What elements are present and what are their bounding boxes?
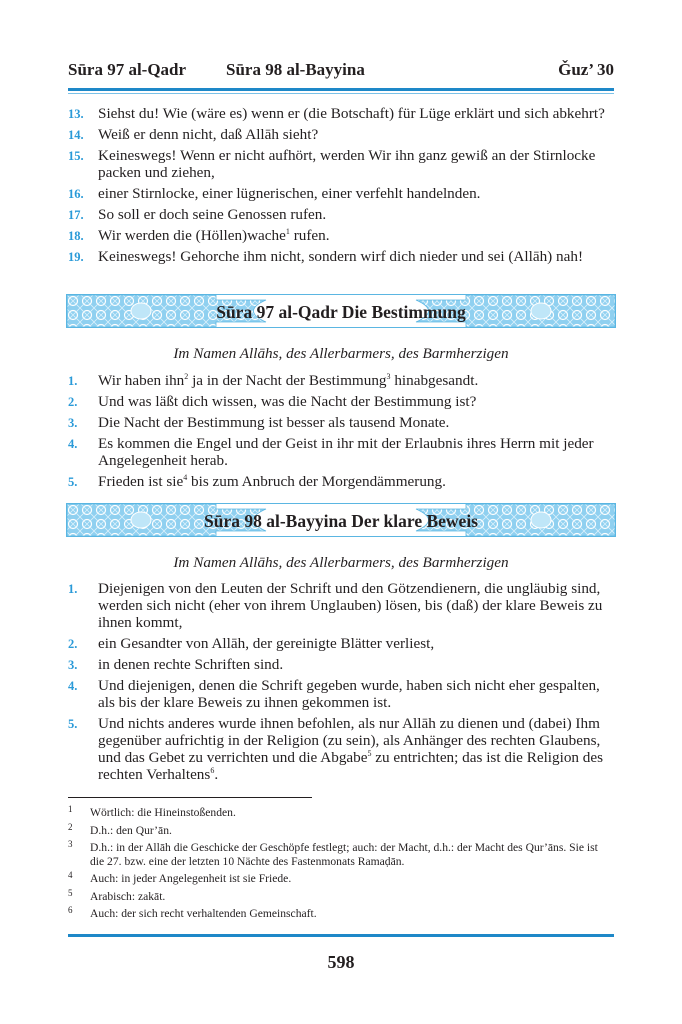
verse-text: Weiß er denn nicht, daß Allāh sieht? bbox=[98, 126, 319, 143]
footnote-number: 6 bbox=[68, 905, 73, 915]
footnotes bbox=[68, 806, 614, 925]
verse bbox=[68, 372, 614, 389]
verse-text: Es kommen die Engel und der Geist in ihr mit der Erlaubnis ihres Herrn mit jeder Angelegenheit herab. bbox=[98, 435, 594, 469]
footnote-text: D.h.: in der Allāh die Geschicke der Geschöpfe festlegt; auch: der Macht, d.h.: der Macht des Qur’āns. Sie ist die 27. bzw. eine der letzten 10 Nächte des Fastenmonats Ramaḍān. bbox=[90, 841, 598, 868]
verse bbox=[68, 677, 614, 711]
verse-number: 2. bbox=[68, 637, 78, 651]
verse-number: 5. bbox=[68, 717, 78, 731]
footnote-text: Auch: der sich recht verhaltenden Gemeinschaft. bbox=[90, 907, 317, 920]
verse bbox=[68, 248, 614, 265]
verse-number: 18. bbox=[68, 229, 84, 243]
verse-number: 4. bbox=[68, 679, 78, 693]
verse-text: zu entrichten; das ist die Religion des rechten Verhaltens bbox=[98, 749, 604, 783]
verse-number: 1. bbox=[68, 582, 78, 596]
verse-number: 3. bbox=[68, 416, 78, 430]
footnote-ref[interactable]: 1 bbox=[285, 227, 290, 236]
footnote-ref[interactable]: 5 bbox=[367, 749, 372, 758]
footnote bbox=[68, 806, 614, 820]
basmala: Im Namen Allāhs, des Allerbarmers, des Barmherzigen bbox=[173, 554, 509, 571]
footnote-number: 1 bbox=[68, 804, 73, 814]
verse-text: in denen rechte Schriften sind. bbox=[98, 656, 284, 673]
footer-rule bbox=[68, 934, 614, 937]
verse bbox=[68, 206, 614, 223]
footnote-text: Auch: in jeder Angelegenheit ist sie Friede. bbox=[90, 872, 292, 885]
verse bbox=[68, 393, 614, 410]
verses-sura-98 bbox=[68, 580, 614, 787]
verse-number: 15. bbox=[68, 149, 84, 163]
verse bbox=[68, 185, 614, 202]
footnote bbox=[68, 887, 614, 904]
verse-text: Und nichts anderes wurde ihnen befohlen, als nur Allāh zu dienen und (dabei) Ihm gegenüber aufrichtig in der Religion (zu sein), als Anhänger des rechten Glaubens, und das Gebet zu verrichten und die Abgabe bbox=[98, 715, 601, 766]
verses-previous-sura bbox=[68, 105, 614, 269]
verse-number: 13. bbox=[68, 107, 84, 121]
verse-number: 2. bbox=[68, 395, 78, 409]
header-rule-thin bbox=[68, 93, 614, 94]
verse-text: Keineswegs! Wenn er nicht aufhört, werden Wir ihn ganz gewiß an der Stirnlocke packen und ziehen, bbox=[98, 147, 596, 181]
footnote-number: 3 bbox=[68, 839, 73, 849]
verse-number: 14. bbox=[68, 128, 84, 142]
header-sura-97: Sūra 97 al-Qadr bbox=[68, 60, 187, 79]
footnote bbox=[68, 821, 614, 838]
sura-98-banner bbox=[66, 503, 616, 537]
verse-text: . bbox=[214, 766, 219, 783]
verse bbox=[68, 105, 614, 122]
verse-text: Diejenigen von den Leuten der Schrift und den Götzendienern, die ungläubig sind, werden sich nicht (eher von ihrem Unglauben) lösen, bis (daß) der klare Beweis zu ihnen kommt, bbox=[98, 580, 603, 631]
header-sura-98: Sūra 98 al-Bayyina bbox=[226, 60, 365, 79]
verse-text: Frieden ist sie bbox=[98, 473, 184, 490]
verse-text: ja in der Nacht der Bestimmung bbox=[188, 372, 387, 389]
header-juz: Ǧuz’ 30 bbox=[558, 60, 614, 79]
basmala: Im Namen Allāhs, des Allerbarmers, des Barmherzigen bbox=[173, 345, 509, 362]
footnote-text: Arabisch: zakāt. bbox=[90, 889, 166, 903]
verse bbox=[68, 635, 614, 652]
verse-text: hinabgesandt. bbox=[390, 372, 479, 389]
verse-text: einer Stirnlocke, einer lügnerischen, einer verfehlt handelnden. bbox=[98, 185, 481, 202]
verse-text: So soll er doch seine Genossen rufen. bbox=[98, 206, 327, 223]
running-head bbox=[68, 58, 614, 82]
verse-text: bis zum Anbruch der Morgendämmerung. bbox=[187, 473, 446, 490]
verse-text: rufen. bbox=[289, 227, 330, 244]
verse-text: Wir haben ihn bbox=[98, 372, 185, 389]
footnote-ref[interactable]: 4 bbox=[183, 473, 188, 482]
verse-number: 1. bbox=[68, 374, 78, 388]
footnote-separator bbox=[68, 797, 312, 798]
verse-text: Und diejenigen, denen die Schrift gegeben wurde, haben sich nicht eher gespalten, als bis der klare Beweis zu ihnen gekommen ist. bbox=[98, 677, 600, 711]
verse-number: 16. bbox=[68, 187, 84, 201]
footnote-ref[interactable]: 3 bbox=[386, 372, 391, 381]
footnote-number: 5 bbox=[68, 887, 73, 898]
footnote-number: 2 bbox=[68, 821, 73, 832]
verse bbox=[68, 126, 614, 143]
verse-text: Keineswegs! Gehorche ihm nicht, sondern wirf dich nieder und sei (Allāh) nah! bbox=[98, 248, 584, 265]
verse-number: 4. bbox=[68, 437, 78, 451]
verses-sura-97 bbox=[68, 372, 614, 494]
header-rule bbox=[68, 88, 614, 91]
verse bbox=[68, 656, 614, 673]
footnote-ref[interactable]: 2 bbox=[184, 372, 189, 381]
footnote bbox=[68, 872, 614, 886]
footnote-number: 4 bbox=[68, 870, 73, 880]
footnote bbox=[68, 907, 614, 921]
verse bbox=[68, 227, 614, 244]
verse-text: Wir werden die (Höllen)wache bbox=[98, 227, 286, 244]
verse-text: ein Gesandter von Allāh, der gereinigte Blätter verliest, bbox=[98, 635, 435, 652]
footnote-text: D.h.: den Qur’ān. bbox=[90, 823, 172, 837]
verse bbox=[68, 414, 614, 431]
verse bbox=[68, 580, 614, 631]
verse-number: 3. bbox=[68, 658, 78, 672]
sura-97-banner bbox=[66, 294, 616, 328]
verse bbox=[68, 435, 614, 469]
sura-97-title: Sūra 97 al-Qadr Die Bestimmung bbox=[216, 302, 466, 322]
verse-text: Und was läßt dich wissen, was die Nacht der Bestimmung ist? bbox=[98, 393, 477, 410]
verse bbox=[68, 715, 614, 783]
verse-text: Siehst du! Wie (wäre es) wenn er (die Botschaft) für Lüge erklärt und sich abkehrt? bbox=[98, 105, 605, 122]
verse-number: 17. bbox=[68, 208, 84, 222]
verse-number: 5. bbox=[68, 475, 78, 489]
verse bbox=[68, 147, 614, 181]
footnote-ref[interactable]: 6 bbox=[210, 766, 215, 775]
verse-number: 19. bbox=[68, 250, 84, 264]
sura-98-title: Sūra 98 al-Bayyina Der klare Beweis bbox=[203, 511, 478, 531]
footnote bbox=[68, 841, 614, 868]
footnote-text: Wörtlich: die Hineinstoßenden. bbox=[90, 806, 236, 819]
verse-text: Die Nacht der Bestimmung ist besser als tausend Monate. bbox=[98, 414, 450, 431]
page-number: 598 bbox=[327, 952, 355, 972]
verse bbox=[68, 473, 614, 490]
